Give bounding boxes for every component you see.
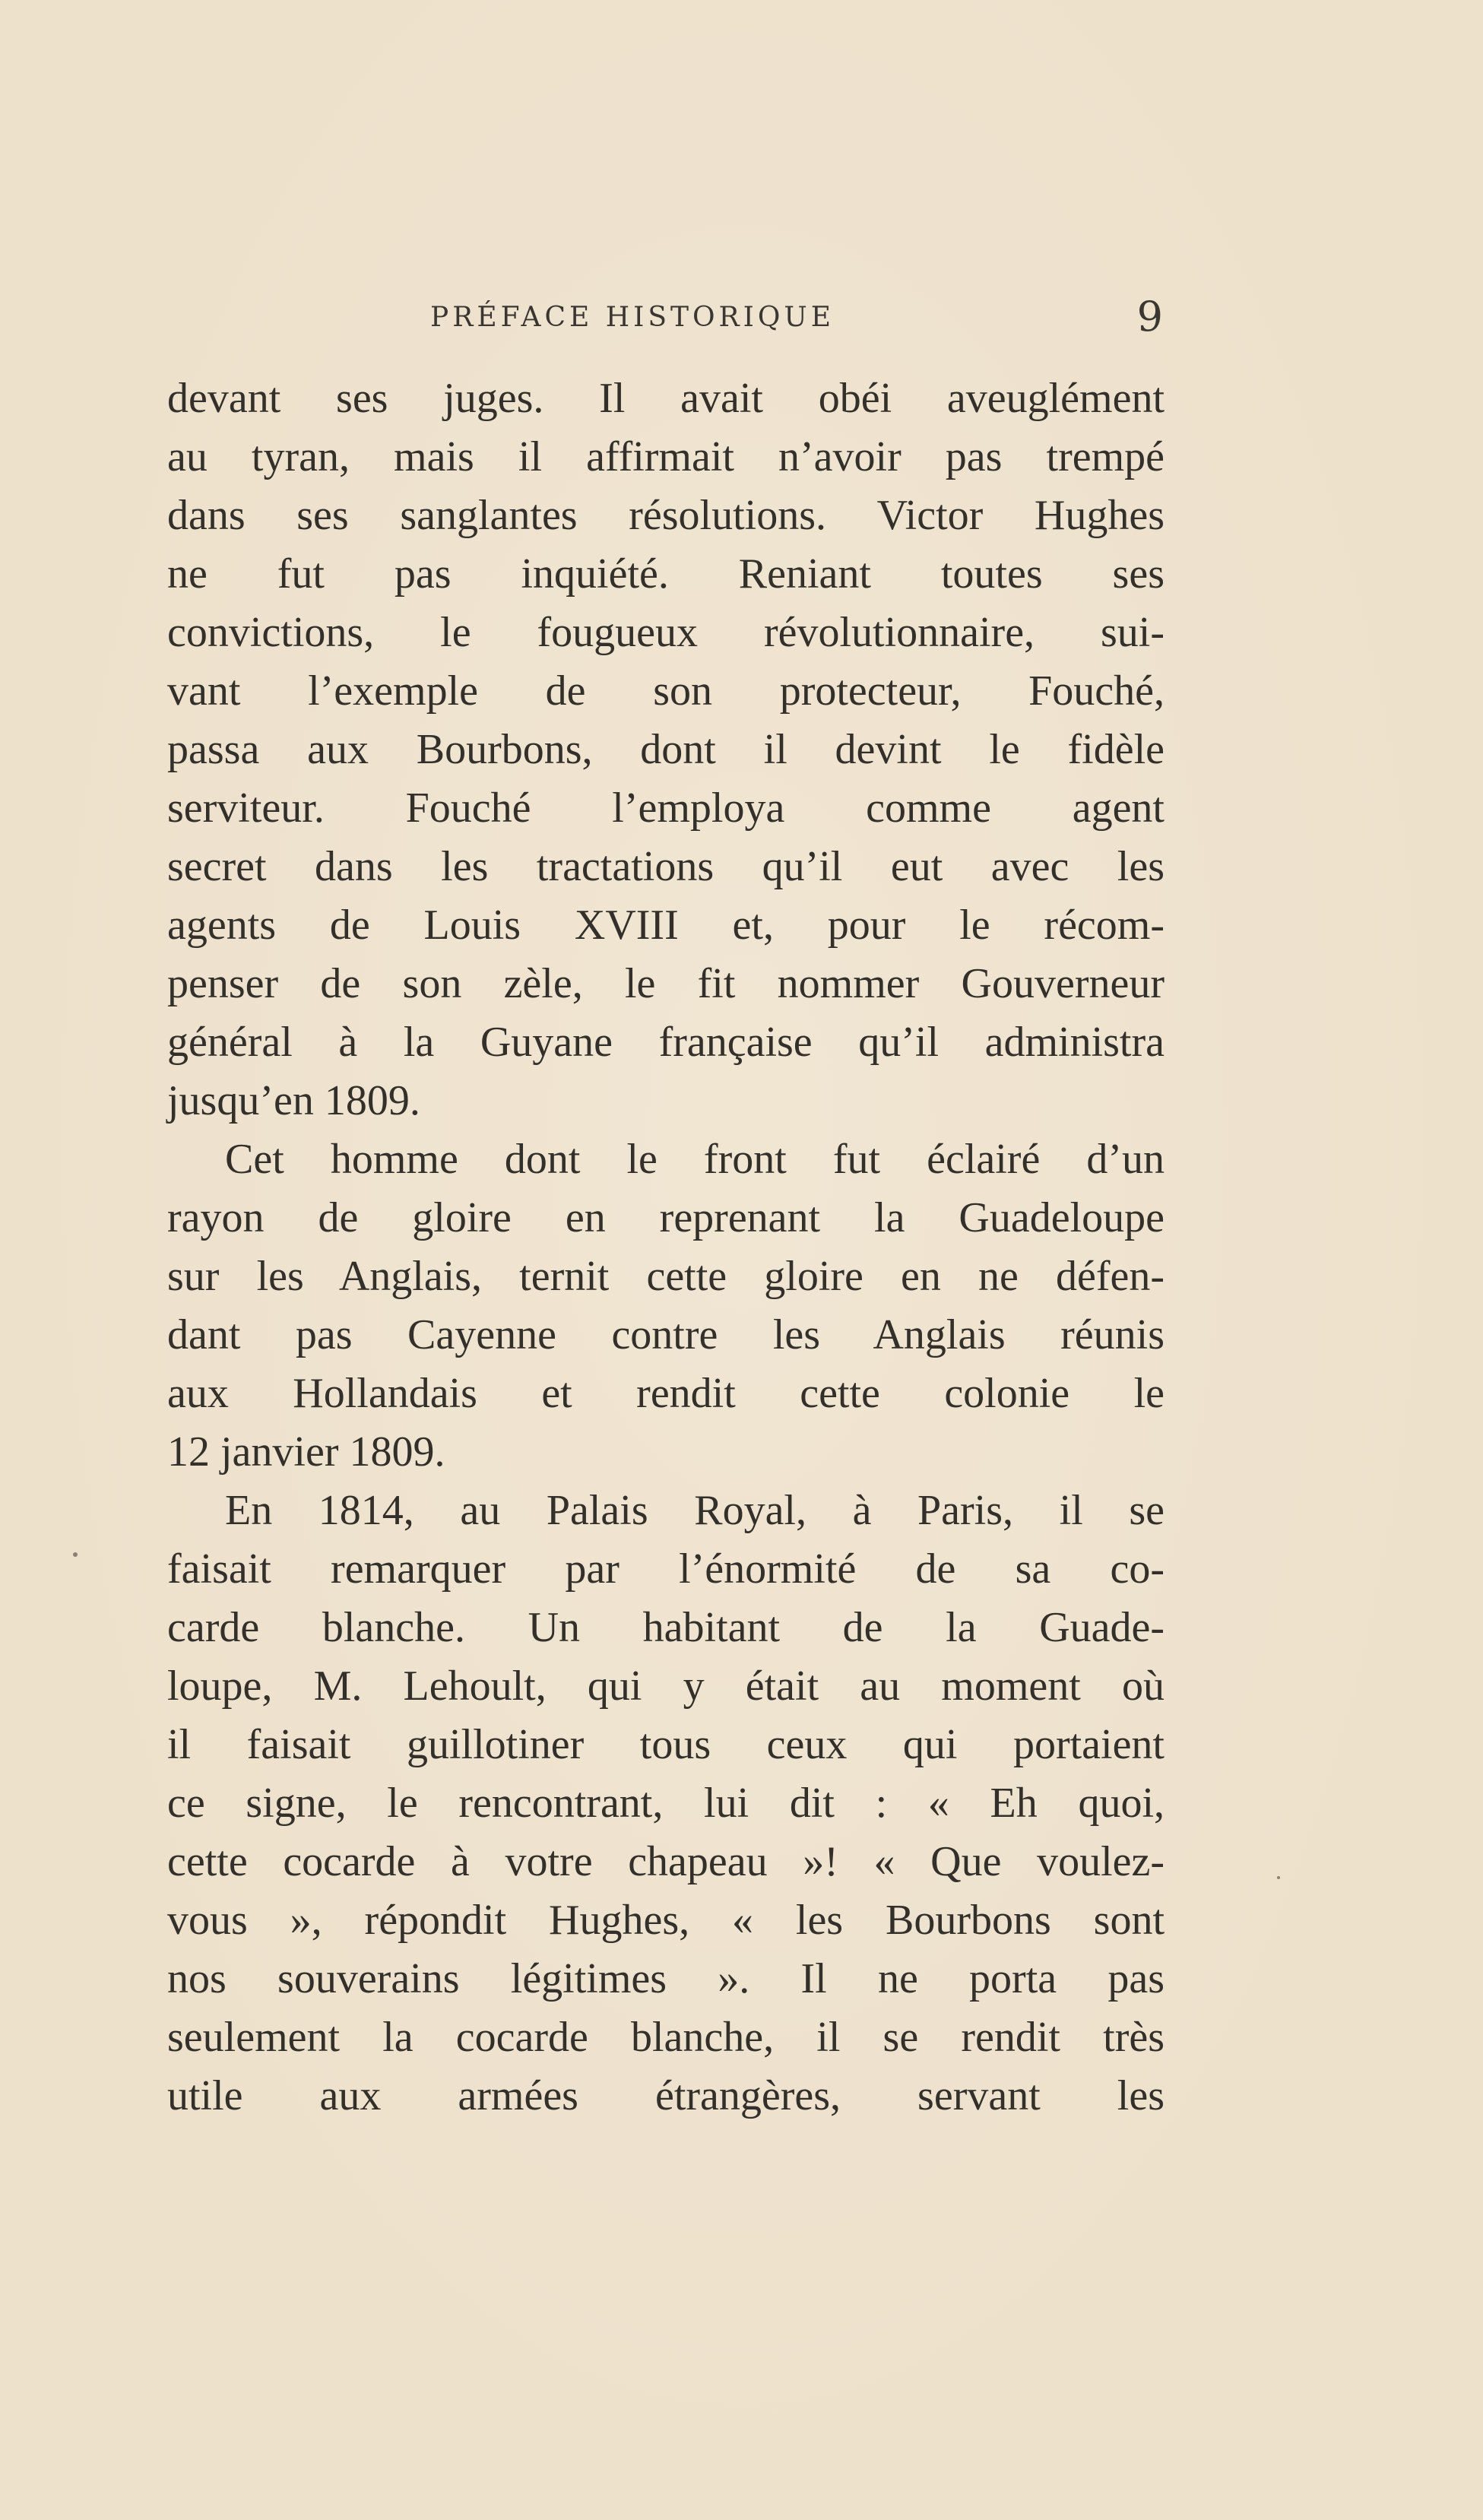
text-line: secret dans les tractations qu’il eut avec les (167, 843, 1165, 890)
text-line: loupe, M. Lehoult, qui y était au moment où (167, 1663, 1165, 1710)
text-line: carde blanche. Un habitant de la Guade- (167, 1604, 1165, 1651)
text-line: devant ses juges. Il avait obéi aveuglément (167, 375, 1165, 422)
text-line: ce signe, le rencontrant, lui dit : « Eh quoi, (167, 1780, 1165, 1827)
text-line: penser de son zèle, le fit nommer Gouverneur (167, 960, 1165, 1007)
text-line: serviteur. Fouché l’employa comme agent (167, 785, 1165, 832)
text-line: ne fut pas inquiété. Reniant toutes ses (167, 550, 1165, 598)
text-line: sur les Anglais, ternit cette gloire en ne défen- (167, 1253, 1165, 1300)
text-line: jusqu’en 1809. (167, 1077, 420, 1124)
text-line: vant l’exemple de son protecteur, Fouché, (167, 667, 1165, 715)
body-text (167, 369, 1165, 2125)
text-line: dans ses sanglantes résolutions. Victor Hughes (167, 492, 1165, 539)
text-line: En 1814, au Palais Royal, à Paris, il se (225, 1487, 1165, 1534)
text-line: cette cocarde à votre chapeau »! « Que voulez- (167, 1838, 1165, 1885)
page-number: 9 (1136, 293, 1163, 341)
text-line: convictions, le fougueux révolutionnaire, sui- (167, 609, 1165, 656)
text-line: Cet homme dont le front fut éclairé d’un (225, 1136, 1165, 1183)
text-line: faisait remarquer par l’énormité de sa co- (167, 1545, 1165, 1593)
text-line: dant pas Cayenne contre les Anglais réunis (167, 1311, 1165, 1358)
running-head-title: PRÉFACE HISTORIQUE (430, 302, 835, 333)
text-line: passa aux Bourbons, dont il devint le fidèle (167, 726, 1165, 773)
text-line: nos souverains légitimes ». Il ne porta pas (167, 1955, 1165, 2002)
text-line: au tyran, mais il affirmait n’avoir pas trempé (167, 433, 1165, 480)
paper-speck (73, 1552, 78, 1557)
paper-speck (1277, 1876, 1280, 1879)
text-line: 12 janvier 1809. (167, 1428, 445, 1476)
running-head (167, 295, 1163, 341)
text-line: rayon de gloire en reprenant la Guadeloupe (167, 1194, 1165, 1241)
text-line: aux Hollandais et rendit cette colonie le (167, 1370, 1165, 1417)
text-line: il faisait guillotiner tous ceux qui portaient (167, 1721, 1165, 1768)
text-line: général à la Guyane française qu’il administra (167, 1019, 1165, 1066)
text-line: vous », répondit Hughes, « les Bourbons sont (167, 1897, 1165, 1944)
text-line: seulement la cocarde blanche, il se rendit très (167, 2014, 1165, 2061)
text-line: utile aux armées étrangères, servant les (167, 2072, 1165, 2119)
text-line: agents de Louis XVIII et, pour le récom- (167, 902, 1165, 949)
